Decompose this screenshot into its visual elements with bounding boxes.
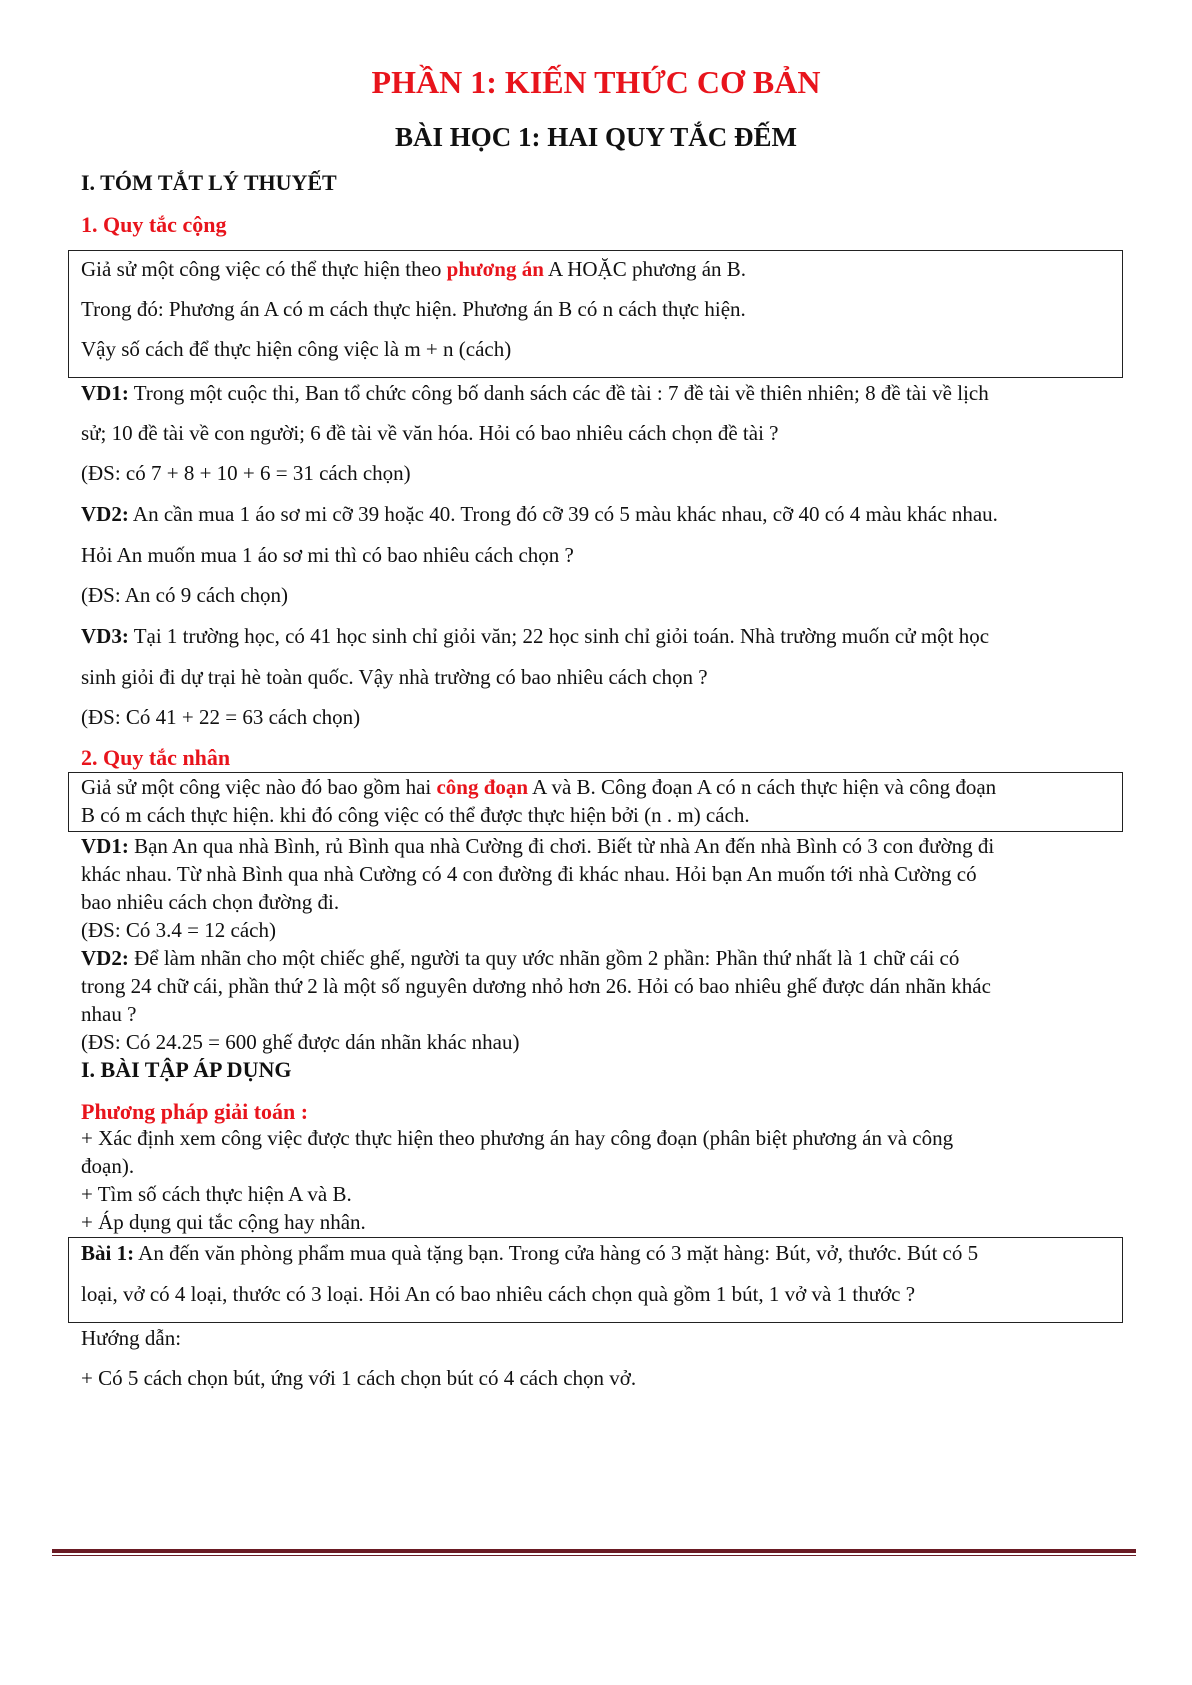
mul-example-1-cont2: bao nhiêu cách chọn đường đi. [81,890,340,914]
mul-example-2-cont1: trong 24 chữ cái, phần thứ 2 là một số nguyên dương nhỏ hơn 26. Hỏi có bao nhiêu ghế được dán nhãn khác [81,974,991,998]
method-step-2: + Tìm số cách thực hiện A và B. [81,1182,352,1206]
mul-example-1-cont1: khác nhau. Từ nhà Bình qua nhà Cường có 4 con đường đi khác nhau. Hỏi bạn An muốn tới nhà Cường có [81,862,977,886]
guide-step-1: + Có 5 cách chọn bút, ứng với 1 cách chọn bút có 4 cách chọn vở. [81,1366,637,1390]
add-example-3-cont: sinh giỏi đi dự trại hè toàn quốc. Vậy nhà trường có bao nhiêu cách chọn ? [81,665,708,689]
rule-mul-box [68,772,1123,832]
section-heading-exercises: I. BÀI TẬP ÁP DỤNG [81,1057,292,1082]
rule-add-line3: Vậy số cách để thực hiện công việc là m + n (cách) [81,337,512,361]
add-example-1: VD1: Trong một cuộc thi, Ban tổ chức công bố danh sách các đề tài : 7 đề tài về thiên nhiên; 8 đề tài về lịch [81,381,989,405]
footer-rule [52,1549,1136,1555]
mul-example-2-answer: (ĐS: Có 24.25 = 600 ghế được dán nhãn khác nhau) [81,1030,520,1054]
method-step-1: + Xác định xem công việc được thực hiện theo phương án hay công đoạn (phân biệt phương án và công [81,1126,954,1150]
mul-example-1-answer: (ĐS: Có 3.4 = 12 cách) [81,918,276,942]
method-step-3: + Áp dụng qui tắc cộng hay nhân. [81,1210,366,1234]
add-example-2: VD2: An cần mua 1 áo sơ mi cỡ 39 hoặc 40. Trong đó cỡ 39 có 5 màu khác nhau, cỡ 40 có 4 màu khác nhau. [81,502,998,526]
mul-example-2-cont2: nhau ? [81,1002,137,1026]
rule-mul-heading: 2. Quy tắc nhân [81,745,231,770]
mul-example-1: VD1: Bạn An qua nhà Bình, rủ Bình qua nhà Cường đi chơi. Biết từ nhà An đến nhà Bình có 3 con đường đi [81,834,995,858]
highlight-cong-doan: công đoạn [436,775,529,799]
exercise-1-line1: Bài 1: An đến văn phòng phẩm mua quà tặng bạn. Trong cửa hàng có 3 mặt hàng: Bút, vở, thước. Bút có 5 [81,1241,979,1265]
exercise-1-box [68,1237,1123,1323]
guide-label: Hướng dẫn: [81,1326,182,1350]
section-heading-theory: I. TÓM TẮT LÝ THUYẾT [81,170,337,195]
add-example-3-answer: (ĐS: Có 41 + 22 = 63 cách chọn) [81,705,361,729]
add-example-1-cont: sử; 10 đề tài về con người; 6 đề tài về văn hóa. Hỏi có bao nhiêu cách chọn đề tài ? [81,421,779,445]
highlight-phuong-an: phương án [446,257,544,281]
rule-mul-line1: Giả sử một công việc nào đó bao gồm hai công đoạn A và B. Công đoạn A có n cách thực hiện và công đoạn [81,775,997,799]
add-example-2-answer: (ĐS: An có 9 cách chọn) [81,583,289,607]
exercise-1-line2: loại, vở có 4 loại, thước có 3 loại. Hỏi An có bao nhiêu cách chọn quà gồm 1 bút, 1 vở và 1 thước ? [81,1282,916,1306]
lesson-title: BÀI HỌC 1: HAI QUY TẮC ĐẾM [394,122,798,152]
rule-add-heading: 1. Quy tắc cộng [81,212,227,237]
add-example-1-answer: (ĐS: có 7 + 8 + 10 + 6 = 31 cách chọn) [81,461,411,485]
method-heading: Phương pháp giải toán : [81,1099,309,1124]
mul-example-2: VD2: Để làm nhãn cho một chiếc ghế, người ta quy ước nhãn gồm 2 phần: Phần thứ nhất là 1 chữ cái có [81,946,960,970]
rule-add-line1: Giả sử một công việc có thể thực hiện theo phương án A HOẶC phương án B. [81,257,747,281]
add-example-2-cont: Hỏi An muốn mua 1 áo sơ mi thì có bao nhiêu cách chọn ? [81,543,574,567]
part-title: PHẦN 1: KIẾN THỨC CƠ BẢN [371,64,821,100]
add-example-3: VD3: Tại 1 trường học, có 41 học sinh chỉ giỏi văn; 22 học sinh chỉ giỏi toán. Nhà trường muốn cử một học [81,624,990,648]
rule-add-box [68,250,1123,378]
method-step-1-cont: đoạn). [81,1154,135,1178]
rule-mul-line2: B có m cách thực hiện. khi đó công việc có thể được thực hiện bởi (n . m) cách. [81,803,750,827]
rule-add-line2: Trong đó: Phương án A có m cách thực hiện. Phương án B có n cách thực hiện. [81,297,746,321]
